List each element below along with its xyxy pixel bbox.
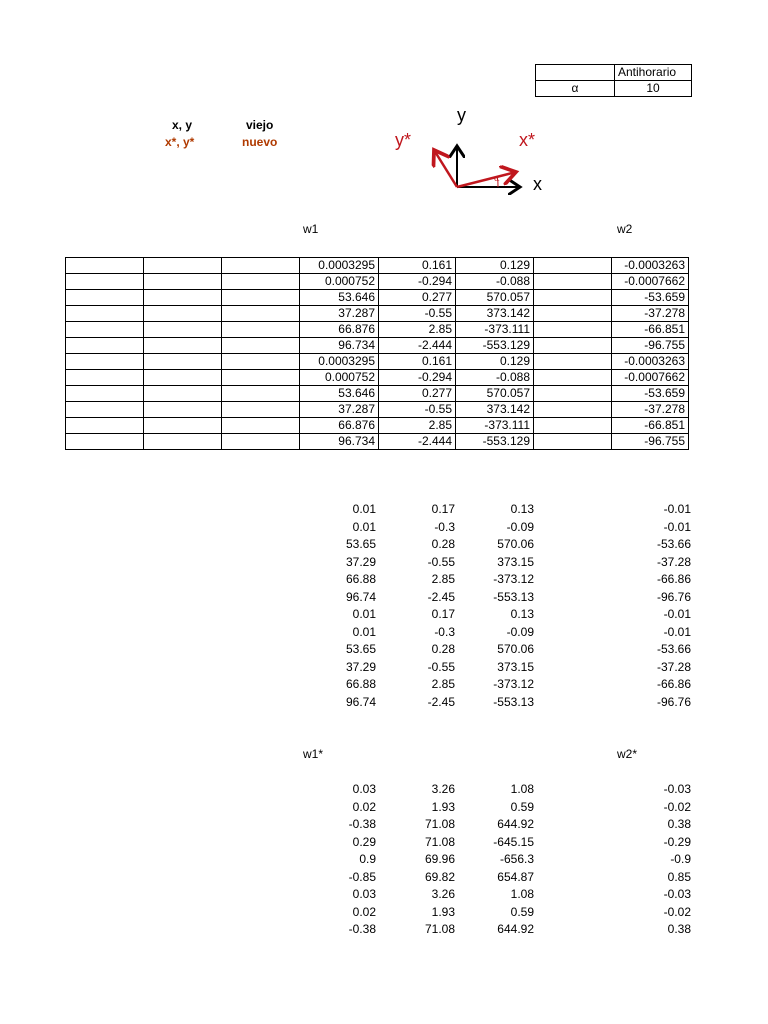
table-cell: 0.000752 bbox=[300, 370, 379, 386]
value-cell: -53.66 bbox=[656, 537, 691, 551]
x-star-label: x* bbox=[519, 130, 536, 150]
table-cell: -373.111 bbox=[456, 322, 534, 338]
table-cell: -66.851 bbox=[612, 418, 689, 434]
empty-cell bbox=[534, 322, 612, 338]
empty-cell bbox=[66, 434, 144, 450]
value-cell: 37.29 bbox=[345, 659, 376, 674]
empty-cell bbox=[66, 306, 144, 322]
value-cell: 570.06 bbox=[497, 642, 534, 656]
empty-cell bbox=[222, 306, 300, 322]
value-cell: -53.66 bbox=[656, 642, 691, 656]
empty-cell bbox=[66, 258, 144, 274]
empty-cell bbox=[144, 370, 222, 386]
empty-cell bbox=[144, 354, 222, 370]
value-cell: 66.88 bbox=[345, 572, 376, 586]
value-cell: 0.01 bbox=[352, 607, 376, 621]
value-cell: 0.9 bbox=[359, 852, 376, 866]
table-cell: 0.0003295 bbox=[300, 258, 379, 274]
table-cell: 0.161 bbox=[379, 354, 456, 370]
value-cell: 0.59 bbox=[510, 904, 534, 919]
value-cell: 53.65 bbox=[345, 642, 376, 656]
table-cell: 2.85 bbox=[379, 322, 456, 338]
y-axis-label: y bbox=[457, 105, 466, 125]
value-cell: 71.08 bbox=[424, 834, 455, 849]
empty-cell bbox=[222, 402, 300, 418]
table-cell: -37.278 bbox=[612, 402, 689, 418]
table-cell: -553.129 bbox=[456, 338, 534, 354]
table-cell: 66.876 bbox=[300, 418, 379, 434]
table-cell: 0.161 bbox=[379, 258, 456, 274]
value-cell: -0.03 bbox=[663, 782, 691, 796]
w2-label: w2 bbox=[617, 222, 633, 236]
value-cell: 3.26 bbox=[431, 782, 455, 796]
empty-cell bbox=[222, 418, 300, 434]
table-cell: 96.734 bbox=[300, 434, 379, 450]
value-cell: 0.38 bbox=[667, 922, 691, 936]
table-cell: -553.129 bbox=[456, 434, 534, 450]
value-cell: -66.86 bbox=[656, 572, 691, 586]
value-cell: 1.93 bbox=[431, 799, 455, 814]
value-cell: 0.28 bbox=[431, 537, 455, 551]
value-cell: 71.08 bbox=[424, 922, 455, 936]
value-cell: -0.3 bbox=[434, 624, 455, 639]
empty-cell bbox=[144, 338, 222, 354]
empty-cell bbox=[222, 258, 300, 274]
x-axis-label: x bbox=[533, 174, 542, 194]
table-cell: 53.646 bbox=[300, 386, 379, 402]
empty-cell bbox=[534, 258, 612, 274]
table-row bbox=[66, 402, 689, 418]
table-row bbox=[66, 418, 689, 434]
table-cell: -0.088 bbox=[456, 370, 534, 386]
value-cell: -96.76 bbox=[656, 589, 691, 604]
empty-cell bbox=[144, 386, 222, 402]
value-cell: -0.55 bbox=[427, 659, 455, 674]
value-cell: 373.15 bbox=[497, 659, 534, 674]
old-axes-word: viejo bbox=[246, 118, 274, 132]
value-cell: -0.02 bbox=[663, 799, 691, 814]
value-cell: -645.15 bbox=[493, 834, 534, 849]
info-box-empty-cell bbox=[536, 65, 615, 81]
value-cell: 96.74 bbox=[345, 694, 376, 709]
table-cell: 0.277 bbox=[379, 386, 456, 402]
empty-cell bbox=[534, 418, 612, 434]
value-cell: -0.85 bbox=[348, 869, 376, 884]
value-cell: 0.01 bbox=[352, 624, 376, 639]
empty-cell bbox=[66, 338, 144, 354]
empty-cell bbox=[534, 290, 612, 306]
value-cell: 0.13 bbox=[510, 607, 534, 621]
empty-cell bbox=[222, 434, 300, 450]
empty-cell bbox=[534, 370, 612, 386]
empty-cell bbox=[66, 418, 144, 434]
table-cell: 37.287 bbox=[300, 402, 379, 418]
value-cell: 96.74 bbox=[345, 589, 376, 604]
table-cell: -2.444 bbox=[379, 434, 456, 450]
new-y-axis bbox=[434, 150, 457, 187]
empty-cell bbox=[534, 274, 612, 290]
table-row bbox=[66, 290, 689, 306]
value-cell: 0.01 bbox=[352, 502, 376, 516]
value-cell: 0.03 bbox=[352, 887, 376, 901]
alpha-value: 10 bbox=[615, 81, 692, 97]
empty-cell bbox=[66, 370, 144, 386]
empty-cell bbox=[222, 290, 300, 306]
info-box bbox=[535, 64, 692, 97]
table-cell: -0.55 bbox=[379, 402, 456, 418]
value-cell: -0.01 bbox=[663, 607, 691, 621]
value-cell: -37.28 bbox=[656, 554, 691, 569]
table-cell: -37.278 bbox=[612, 306, 689, 322]
empty-cell bbox=[534, 402, 612, 418]
value-cell: 71.08 bbox=[424, 817, 455, 831]
raw-values-table bbox=[65, 257, 689, 450]
table-row bbox=[66, 354, 689, 370]
value-cell: 0.85 bbox=[667, 869, 691, 884]
empty-cell bbox=[144, 274, 222, 290]
table-row bbox=[66, 370, 689, 386]
empty-cell bbox=[222, 370, 300, 386]
value-cell: 0.28 bbox=[431, 642, 455, 656]
empty-cell bbox=[66, 354, 144, 370]
table-cell: 0.0003295 bbox=[300, 354, 379, 370]
value-cell: -66.86 bbox=[656, 677, 691, 691]
empty-cell bbox=[222, 322, 300, 338]
value-cell: -0.01 bbox=[663, 519, 691, 534]
table-row bbox=[66, 274, 689, 290]
value-cell: 1.08 bbox=[510, 887, 534, 901]
empty-cell bbox=[534, 306, 612, 322]
empty-cell bbox=[144, 434, 222, 450]
value-cell: 1.08 bbox=[510, 782, 534, 796]
value-cell: 570.06 bbox=[497, 537, 534, 551]
value-cell: -2.45 bbox=[427, 694, 455, 709]
empty-cell bbox=[222, 354, 300, 370]
value-cell: 2.85 bbox=[431, 572, 455, 586]
table-cell: 37.287 bbox=[300, 306, 379, 322]
value-cell: 0.02 bbox=[352, 904, 376, 919]
value-cell: 0.03 bbox=[352, 782, 376, 796]
table-cell: 0.129 bbox=[456, 258, 534, 274]
old-axes-label: x, y bbox=[172, 118, 193, 132]
table-cell: -373.111 bbox=[456, 418, 534, 434]
table-cell: 570.057 bbox=[456, 386, 534, 402]
table-cell: -53.659 bbox=[612, 290, 689, 306]
table-cell: 2.85 bbox=[379, 418, 456, 434]
empty-cell bbox=[144, 322, 222, 338]
value-cell: -0.38 bbox=[348, 817, 376, 831]
value-cell: -0.03 bbox=[663, 887, 691, 901]
table-cell: 53.646 bbox=[300, 290, 379, 306]
value-cell: 0.13 bbox=[510, 502, 534, 516]
value-cell: -553.13 bbox=[493, 589, 534, 604]
empty-cell bbox=[144, 258, 222, 274]
value-cell: -0.01 bbox=[663, 502, 691, 516]
table-cell: -0.0003263 bbox=[612, 258, 689, 274]
empty-cell bbox=[66, 402, 144, 418]
w1-star-label: w1* bbox=[303, 747, 324, 761]
table-row bbox=[66, 434, 689, 450]
empty-cell bbox=[144, 402, 222, 418]
value-cell: -0.02 bbox=[663, 904, 691, 919]
table-cell: -0.294 bbox=[379, 370, 456, 386]
table-cell: -53.659 bbox=[612, 386, 689, 402]
value-cell: 0.02 bbox=[352, 799, 376, 814]
rotation-direction: Antihorario bbox=[615, 65, 692, 81]
value-cell: -96.76 bbox=[656, 694, 691, 709]
value-cell: -0.38 bbox=[348, 922, 376, 936]
value-cell: -37.28 bbox=[656, 659, 691, 674]
rotation-diagram bbox=[390, 100, 560, 200]
table-cell: -0.088 bbox=[456, 274, 534, 290]
value-cell: -0.55 bbox=[427, 554, 455, 569]
table-cell: -96.755 bbox=[612, 434, 689, 450]
table-cell: -0.0003263 bbox=[612, 354, 689, 370]
table-cell: -66.851 bbox=[612, 322, 689, 338]
value-cell: 53.65 bbox=[345, 537, 376, 551]
empty-cell bbox=[66, 290, 144, 306]
value-cell: 0.17 bbox=[431, 607, 455, 621]
empty-cell bbox=[144, 290, 222, 306]
table-cell: 570.057 bbox=[456, 290, 534, 306]
value-cell: -0.29 bbox=[663, 834, 691, 849]
table-row bbox=[66, 386, 689, 402]
value-cell: -0.9 bbox=[670, 852, 691, 866]
table-cell: 0.277 bbox=[379, 290, 456, 306]
value-cell: 3.26 bbox=[431, 887, 455, 901]
table-cell: -0.55 bbox=[379, 306, 456, 322]
value-cell: 373.15 bbox=[497, 554, 534, 569]
new-x-axis bbox=[457, 172, 516, 187]
empty-cell bbox=[534, 354, 612, 370]
table-cell: 66.876 bbox=[300, 322, 379, 338]
empty-cell bbox=[66, 386, 144, 402]
table-row bbox=[66, 258, 689, 274]
w2-star-label: w2* bbox=[617, 747, 638, 761]
table-cell: 373.142 bbox=[456, 402, 534, 418]
value-cell: -0.3 bbox=[434, 519, 455, 534]
value-cell: 644.92 bbox=[497, 922, 534, 936]
value-cell: 66.88 bbox=[345, 677, 376, 691]
value-cell: -373.12 bbox=[493, 677, 534, 691]
y-star-label: y* bbox=[395, 130, 412, 150]
value-cell: 0.59 bbox=[510, 799, 534, 814]
table-cell: 0.129 bbox=[456, 354, 534, 370]
empty-cell bbox=[222, 386, 300, 402]
empty-cell bbox=[144, 418, 222, 434]
value-cell: 644.92 bbox=[497, 817, 534, 831]
empty-cell bbox=[222, 338, 300, 354]
value-cell: -656.3 bbox=[499, 852, 534, 866]
table-row bbox=[66, 338, 689, 354]
table-cell: -0.294 bbox=[379, 274, 456, 290]
value-cell: 2.85 bbox=[431, 677, 455, 691]
table-cell: -0.0007662 bbox=[612, 274, 689, 290]
table-cell: -2.444 bbox=[379, 338, 456, 354]
empty-cell bbox=[534, 434, 612, 450]
table-cell: 0.000752 bbox=[300, 274, 379, 290]
empty-cell bbox=[222, 274, 300, 290]
value-cell: -553.13 bbox=[493, 694, 534, 709]
value-cell: -2.45 bbox=[427, 589, 455, 604]
new-axes-word: nuevo bbox=[242, 135, 278, 149]
empty-cell bbox=[66, 322, 144, 338]
alpha-symbol: α bbox=[536, 81, 615, 97]
table-cell: 373.142 bbox=[456, 306, 534, 322]
value-cell: 0.01 bbox=[352, 519, 376, 534]
value-cell: 0.17 bbox=[431, 502, 455, 516]
value-cell: -0.09 bbox=[506, 519, 534, 534]
table-cell: -96.755 bbox=[612, 338, 689, 354]
value-cell: -0.01 bbox=[663, 624, 691, 639]
value-cell: 0.38 bbox=[667, 817, 691, 831]
value-cell: -0.09 bbox=[506, 624, 534, 639]
table-row bbox=[66, 322, 689, 338]
value-cell: 654.87 bbox=[497, 869, 534, 884]
table-cell: 96.734 bbox=[300, 338, 379, 354]
table-row bbox=[66, 306, 689, 322]
value-cell: 0.29 bbox=[352, 834, 376, 849]
w1-label: w1 bbox=[303, 222, 319, 236]
value-cell: 37.29 bbox=[345, 554, 376, 569]
angle-label: α bbox=[494, 174, 500, 183]
value-cell: 69.82 bbox=[424, 869, 455, 884]
empty-cell bbox=[534, 386, 612, 402]
empty-cell bbox=[534, 338, 612, 354]
new-axes-label: x*, y* bbox=[165, 135, 195, 149]
value-cell: -373.12 bbox=[493, 572, 534, 586]
table-cell: -0.0007662 bbox=[612, 370, 689, 386]
empty-cell bbox=[144, 306, 222, 322]
empty-cell bbox=[66, 274, 144, 290]
value-cell: 69.96 bbox=[424, 852, 455, 866]
value-cell: 1.93 bbox=[431, 904, 455, 919]
